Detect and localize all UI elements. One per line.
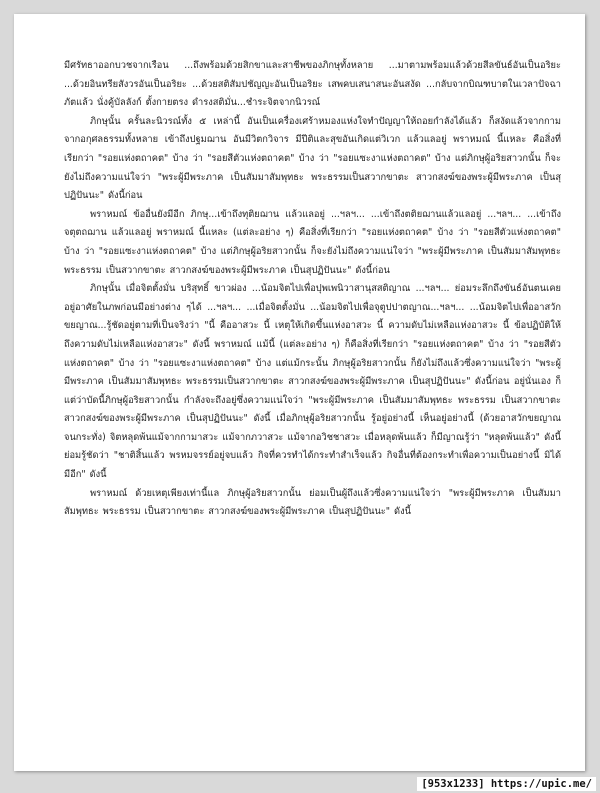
paragraph-3: พราหมณ์ ข้ออื่นยังมีอีก ภิกษุ...เข้าถึงทุติยฌาน แล้วแลอยู่ ...ฯลฯ... ...เข้าถึงตติยฌานแล้วแลอยู่ ...ฯลฯ... ...เข้าถึงจตุตถฌาน แล้วแลอยู่ พราหมณ์ นี้แหละ (แต่ละอย่าง ๆ) คือสิ่งที่เรียกว่า "รอยแห่งตถาคต" บ้าง ว่า "รอยสีตัวแห่งตถาคต" บ้าง ว่า "รอยแซะงาแห่งตถาคต" บ้าง แต่ภิกษุผู้อริยสาวกนั้น ก็จะยังไม่ถึงความแน่ใจว่า "พระผู้มีพระภาค เป็นสัมมาสัมพุทธะ พระธรรม เป็นสวากขาตะ สาวกสงฆ์ของพระผู้มีพระภาค เป็นสุปฏิปันนะ" ดังนี้ก่อน [64, 208, 561, 276]
paragraph-4: ภิกษุนั้น เมื่อจิตตั้งมั่น บริสุทธิ์ ขาวผ่อง ...น้อมจิตไปเพื่อปุพเพนิวาสานุสสติญาณ ...ฯลฯ... ย่อมระลึกถึงขันธ์อันตนเคยอยู่อาศัยในภพก่อนมีอย่างต่าง ๆได้ ...ฯลฯ... ...เมื่อจิตตั้งมั่น ...น้อมจิตไปเพื่อจุตูปปาตญาณ...ฯลฯ... ...น้อมจิตไปเพื่ออาสวักขยญาณ...รู้ชัดอยู่ตามที่เป็นจริงว่า "นี้ คืออาสวะ นี้ เหตุให้เกิดขึ้นแห่งอาสวะ นี้ ความดับไม่เหลือแห่งอาสวะ นี้ ข้อปฏิบัติให้ถึงความดับไม่เหลือแห่งอาสวะ" ดังนี้ พราหมณ์ แม้นี้ (แต่ละอย่าง ๆ) ก็คือสิ่งที่เรียกว่า "รอยแห่งตถาคต" บ้าง ว่า "รอยสีตัวแห่งตถาคต" บ้าง ว่า "รอยแซะงาแห่งตถาคต" บ้าง แต่แม้กระนั้น ภิกษุผู้อริยสาวกนั้น ก็ยังไม่ถึงแล้วซึ่งความแน่ใจว่า "พระผู้มีพระภาค เป็นสัมมาสัมพุทธะ พระธรรมเป็นสวากขาตะ สาวกสงฆ์ของพระผู้มีพระภาค เป็นสุปฏิปันนะ" ดังนี้ก่อน อยู่นั่นเอง ก็แต่ว่าบัดนี้ภิกษุผู้อริยสาวกนั้น กำลังจะถึงอยู่ซึ่งความแน่ใจว่า "พระผู้มีพระภาค เป็นสัมมาสัมพุทธะ พระธรรม เป็นสวากขาตะ สาวกสงฆ์ของพระผู้มีพระภาค เป็นสุปฏิปันนะ" ดังนี้ เมื่อภิกษุผู้อริยสาวกนั้น รู้อยู่อย่างนี้ เห็นอยู่อย่างนี้ (ด้วยอาสวักขยญาณจนกระทั่ง) จิตหลุดพ้นแม้จากกามาสวะ แม้จากภวาสวะ แม้จากอวิชชาสวะ เมื่อหลุดพ้นแล้ว ก็มีญาณรู้ว่า "หลุดพ้นแล้ว" ดังนี้ ย่อมรู้ชัดว่า "ชาติสิ้นแล้ว พรหมจรรย์อยู่จบแล้ว กิจที่ควรทำได้กระทำสำเร็จแล้ว กิจอื่นที่ต้องกระทำเพื่อความเป็นอย่างนี้ มิได้มีอีก" ดังนี้ [64, 283, 561, 481]
paragraph-1: มีศรัทธาออกบวชจากเรือน ...ถึงพร้อมด้วยสิกขาและสาชีพของภิกษุทั้งหลาย ...มาตามพร้อมแล้วด้วยสีลขันธ์อันเป็นอริยะ ...ด้วยอินทรียสังวรอันเป็นอริยะ ...ด้วยสติสัมปชัญญะอันเป็นอริยะ เสพคบเสนาสนะอันสงัด ...กลับจากบิณฑบาตในเวลาปัจฉาภัตแล้ว นั่งคู้บัลลังก์ ตั้งกายตรง ดำรงสติมั่น...ชำระจิตจากนิวรณ์ [64, 60, 561, 109]
document-page [14, 14, 585, 771]
paragraph-5: พราหมณ์ ด้วยเหตุเพียงเท่านี้แล ภิกษุผู้อริยสาวกนั้น ย่อมเป็นผู้ถึงแล้วซึ่งความแน่ใจว่า "พระผู้มีพระภาค เป็นสัมมาสัมพุทธะ พระธรรม เป็นสวากขาตะ สาวกสงฆ์ของพระผู้มีพระภาค เป็นสุปฏิปันนะ" ดังนี้ [64, 487, 561, 518]
body-text [64, 57, 561, 522]
paragraph-2: ภิกษุนั้น ครั้นละนิวรณ์ทั้ง ๕ เหล่านี้ อันเป็นเครื่องเศร้าหมองแห่งใจทำปัญญาให้ถอยกำลังได้แล้ว ก็สงัดแล้วจากกาม จากอกุศลธรรมทั้งหลาย เข้าถึงปฐมฌาน อันมีวิตกวิจาร มีปีติและสุขอันเกิดแต่วิเวก แล้วแลอยู่ พราหมณ์ นี้แหละ คือสิ่งที่เรียกว่า "รอยแห่งตถาคต" บ้าง ว่า "รอยสีตัวแห่งตถาคต" บ้าง ว่า "รอยแซะงาแห่งตถาคต" บ้าง แต่ภิกษุผู้อริยสาวกนั้น ก็จะยังไม่ถึงความแน่ใจว่า "พระผู้มีพระภาค เป็นสัมมาสัมพุทธะ พระธรรมเป็นสวากขาตะ สาวกสงฆ์ของพระผู้มีพระภาค เป็นสุปฏิปันนะ" ดังนี้ก่อน [64, 115, 561, 202]
image-size-watermark: [953x1233] https://upic.me/ [417, 777, 596, 791]
